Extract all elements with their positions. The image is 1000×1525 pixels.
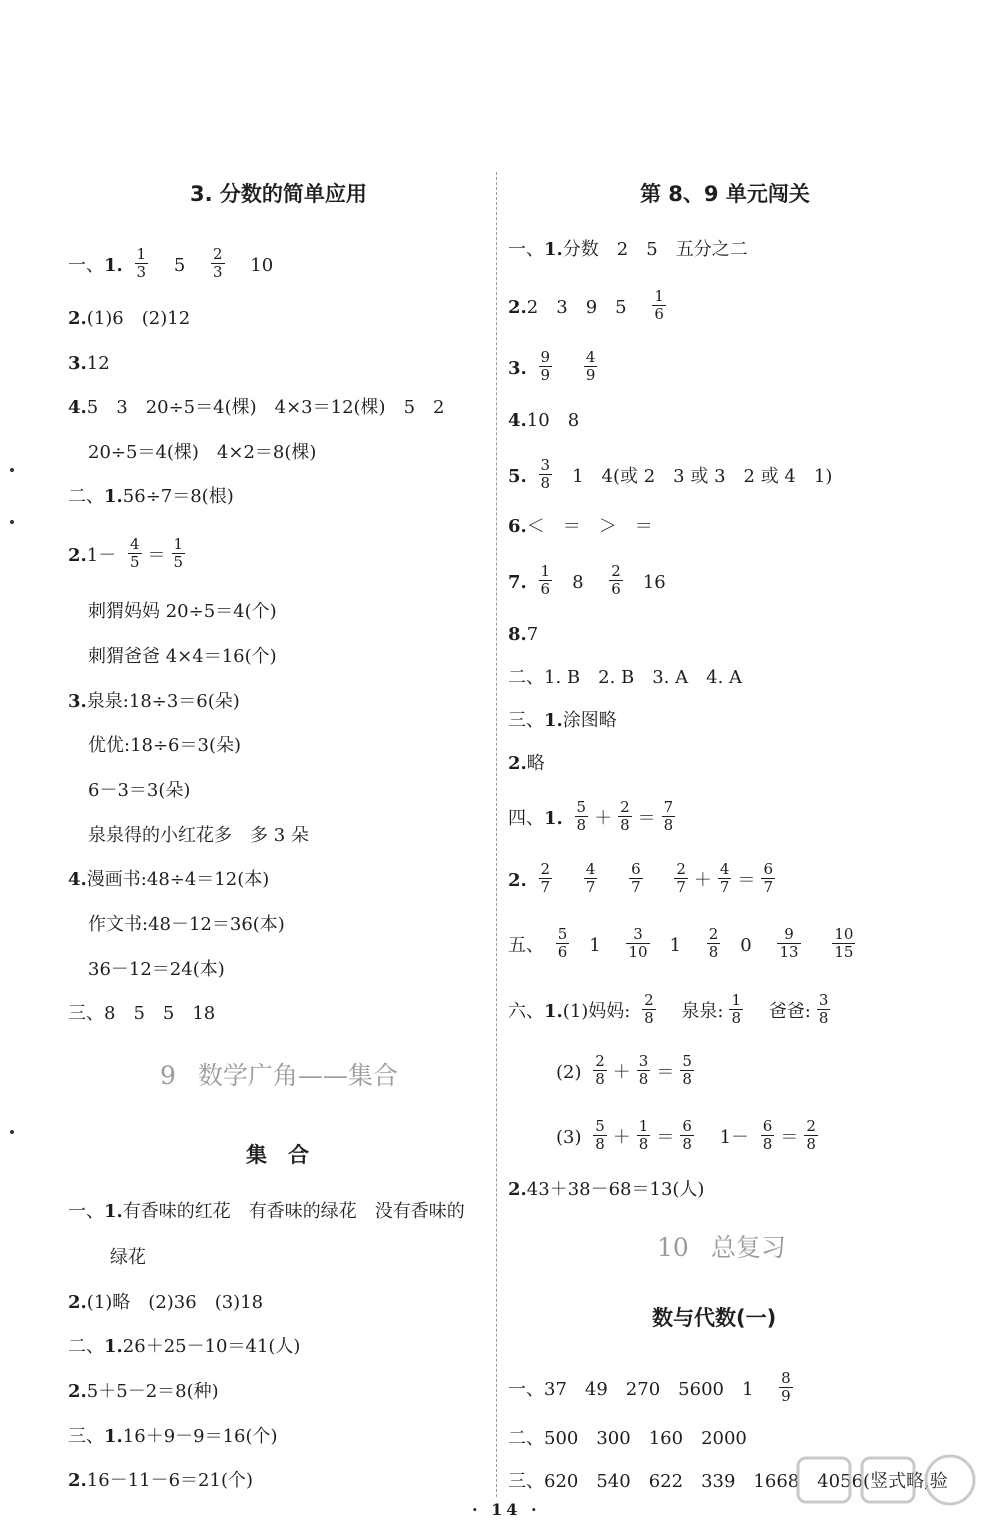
column-divider	[496, 172, 497, 1497]
answer-line: 7. $\frac{1}{6}$ 8 $\frac{2}{6}$ 16	[508, 562, 666, 599]
answer-line: 3. $\frac{9}{9}$ $\frac{4}{9}$	[508, 348, 596, 385]
fraction: $\frac{4}{7}$	[585, 860, 596, 897]
answer-line: 二、500 300 160 2000	[508, 1428, 747, 1449]
fraction: $\frac{2}{7}$	[676, 860, 686, 897]
answer-line: 6－3＝3(朵)	[88, 780, 191, 801]
fraction: $\frac{5}{8}$	[595, 1117, 605, 1154]
fraction: $\frac{7}{8}$	[663, 798, 674, 835]
fraction: $\frac{6}{8}$	[762, 1117, 773, 1154]
answer-line: 36－12＝24(本)	[88, 959, 225, 980]
answer-line: 2.5＋5－2＝8(种)	[68, 1381, 219, 1402]
fraction: $\frac{3}{8}$	[818, 991, 829, 1028]
answer-line: 泉泉得的小红花多 多 3 朵	[88, 825, 309, 846]
answer-line: 刺猬爸爸 4×4＝16(个)	[88, 646, 277, 667]
answer-line: 六、1.(1)妈妈: $\frac{2}{8}$ 泉泉: $\frac{1}{8}$ 爸爸: $\frac{3}{8}$	[508, 991, 829, 1028]
answer-line: 刺猬妈妈 20÷5＝4(个)	[88, 601, 277, 622]
answer-line: 3.泉泉:18÷3＝6(朵)	[68, 691, 240, 712]
answer-line: 一、1.分数 2 5 五分之二	[508, 239, 748, 260]
fraction: $\frac{3}{10}$	[628, 925, 648, 962]
section-title: 3. 分数的简单应用	[190, 182, 367, 206]
answer-line: (2) $\frac{2}{8}$ ＋ $\frac{3}{8}$ ＝ $\frac{5}{8}$	[556, 1052, 692, 1089]
fraction: $\frac{1}{6}$	[654, 287, 664, 324]
fraction: $\frac{5}{8}$	[576, 798, 587, 835]
fraction: $\frac{6}{8}$	[682, 1117, 692, 1154]
answer-line: 2.(1)略 (2)36 (3)18	[68, 1292, 264, 1313]
answer-line: 2.(1)6 (2)12	[68, 308, 191, 329]
fraction: $\frac{2}{7}$	[540, 860, 551, 897]
fraction: $\frac{1}{8}$	[638, 1117, 649, 1154]
answer-line: 一、37 49 270 5600 1 $\frac{8}{9}$	[508, 1369, 791, 1406]
answer-line: 3.12	[68, 353, 110, 374]
answer-line: 6.＜ ＝ ＞ ＝	[508, 516, 653, 537]
fraction: $\frac{2}{6}$	[611, 562, 621, 599]
answer-line: 优优:18÷6＝3(朵)	[88, 735, 241, 756]
fraction: $\frac{1}{6}$	[540, 562, 551, 599]
fraction: $\frac{4}{5}$	[129, 535, 140, 572]
answer-line: 五、 $\frac{5}{6}$ 1 $\frac{3}{10}$ 1 $\frac{2}{8}$ 0 $\frac{9}{13}$ $\frac{10}{15}$	[508, 925, 854, 962]
answer-line: 4.漫画书:48÷4＝12(本)	[68, 869, 270, 890]
answer-line: 2.1－ $\frac{4}{5}$ ＝ $\frac{1}{5}$	[68, 535, 184, 572]
answer-line: 二、1.26＋25－10＝41(人)	[68, 1336, 301, 1357]
answer-line: 2.16－11－6＝21(个)	[68, 1470, 254, 1491]
subsection-title: 集 合	[246, 1143, 309, 1167]
fraction: $\frac{3}{8}$	[540, 456, 551, 493]
fraction: $\frac{2}{8}$	[595, 1052, 605, 1089]
answer-line: 5. $\frac{3}{8}$ 1 4(或 2 3 或 3 2 或 4 1)	[508, 456, 833, 493]
answer-line: 三、620 540 622 339 1668 4056(竖式略,验	[508, 1471, 948, 1492]
answer-line: 2. $\frac{2}{7}$ $\frac{4}{7}$ $\frac{6}{7}$ $\frac{2}{7}$ ＋ $\frac{4}{7}$ ＝ $\frac{6}{7}$	[508, 860, 774, 897]
answer-line: 三、8 5 5 18	[68, 1003, 216, 1024]
subsection-title: 数与代数(一)	[652, 1306, 777, 1330]
answer-line: 二、1. B 2. B 3. A 4. A	[508, 667, 743, 688]
answer-line: 8.7	[508, 624, 539, 645]
fraction: $\frac{1}{8}$	[731, 991, 741, 1028]
fraction: $\frac{1}{3}$	[136, 245, 147, 282]
answer-line: 三、1.16＋9－9＝16(个)	[68, 1426, 278, 1447]
fraction: $\frac{2}{8}$	[806, 1117, 816, 1154]
answer-line: 绿花	[110, 1247, 146, 1268]
answer-line: 4.5 3 20÷5＝4(棵) 4×3＝12(棵) 5 2	[68, 397, 445, 418]
fraction: $\frac{8}{9}$	[781, 1369, 791, 1406]
answer-line: 20÷5＝4(棵) 4×2＝8(棵)	[88, 442, 317, 463]
margin-mark	[10, 1130, 14, 1134]
fraction: $\frac{4}{7}$	[719, 860, 730, 897]
answer-line: 一、1.有香味的红花 有香味的绿花 没有香味的	[68, 1201, 465, 1222]
fraction: $\frac{1}{5}$	[173, 535, 184, 572]
fraction: $\frac{2}{3}$	[213, 245, 223, 282]
answer-line: (3) $\frac{5}{8}$ ＋ $\frac{1}{8}$ ＝ $\frac{6}{8}$ 1－ $\frac{6}{8}$ ＝ $\frac{2}{8}$	[556, 1117, 816, 1154]
fraction: $\frac{3}{8}$	[638, 1052, 649, 1089]
fraction: $\frac{2}{8}$	[644, 991, 654, 1028]
page-number: · 14 ·	[472, 1500, 541, 1519]
answer-line: 三、1.涂图略	[508, 710, 617, 731]
answer-line: 2.2 3 9 5 $\frac{1}{6}$	[508, 287, 664, 324]
fraction: $\frac{6}{7}$	[631, 860, 641, 897]
answer-line: 4.10 8	[508, 410, 580, 431]
fraction: $\frac{2}{8}$	[620, 798, 630, 835]
section-title: 第 8、9 单元闯关	[640, 182, 810, 206]
margin-mark	[10, 468, 14, 472]
watermark-logo	[790, 1452, 995, 1522]
chapter-heading: 9 数学广角——集合	[160, 1061, 398, 1090]
answer-line: 作文书:48－12＝36(本)	[88, 914, 285, 935]
fraction: $\frac{2}{8}$	[708, 925, 719, 962]
fraction: $\frac{5}{8}$	[682, 1052, 692, 1089]
fraction: $\frac{5}{6}$	[557, 925, 568, 962]
answer-line: 一、1. $\frac{1}{3}$ 5 $\frac{2}{3}$ 10	[68, 245, 274, 282]
answer-line: 2.略	[508, 753, 545, 774]
fraction: $\frac{10}{15}$	[834, 925, 854, 962]
fraction: $\frac{6}{7}$	[763, 860, 774, 897]
answer-line: 四、1. $\frac{5}{8}$ ＋ $\frac{2}{8}$ ＝ $\frac{7}{8}$	[508, 798, 674, 835]
margin-mark	[10, 520, 14, 524]
answer-line: 二、1.56÷7＝8(根)	[68, 486, 234, 507]
chapter-heading: 10 总复习	[657, 1233, 786, 1262]
fraction: $\frac{4}{9}$	[585, 348, 596, 385]
answer-line: 2.43＋38－68＝13(人)	[508, 1179, 705, 1200]
fraction: $\frac{9}{9}$	[540, 348, 551, 385]
fraction: $\frac{9}{13}$	[779, 925, 799, 962]
